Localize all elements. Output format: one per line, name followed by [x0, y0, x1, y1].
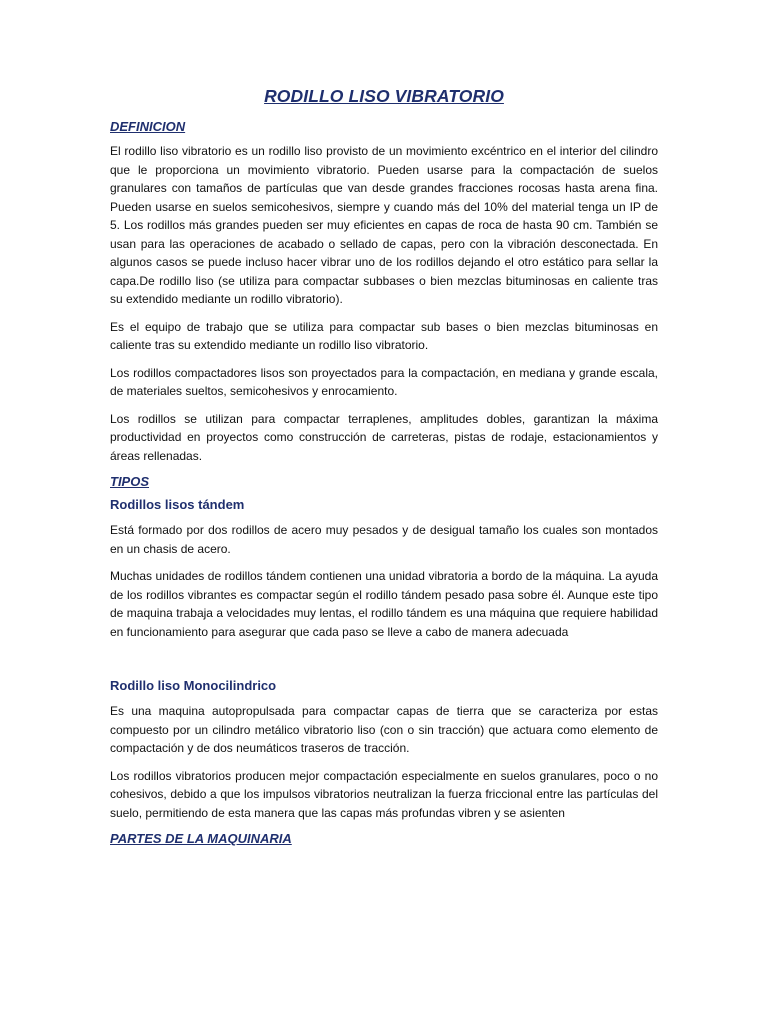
definicion-paragraph-3: Los rodillos compactadores lisos son proyectados para la compactación, en mediana y grande escala, de materiales sueltos, semicohesivos y enrocamiento. — [110, 365, 658, 398]
definicion-paragraph-1: El rodillo liso vibratorio es un rodillo liso provisto de un movimiento excéntrico en el interior del cilindro que le proporciona un movimiento vibratorio. Pueden usarse para la compactación de suelos granulares con tamaños de partículas que van desde grandes fracciones rocosas hasta arena fina. Pueden usarse en suelos semicohesivos, siempre y cuando más del 10% del material tenga un IP de 5. Los rodillos más grandes pueden ser muy eficientes en capas de roca de hasta 90 cm. También se usan para las operaciones de acabado o sellado de capas, pero con la vibración desconectada. En algunos casos se puede incluso hacer vibrar uno de los rodillos dejando el otro estático para sellar la capa.De rodillo liso (se utiliza para compactar subbases o bien mezclas bituminosas en caliente tras su extendido mediante un rodillo vibratorio). — [110, 144, 658, 306]
subheading-rodillos-tandem: Rodillos lisos tándem — [110, 497, 245, 512]
monocilindrico-paragraph-2: Los rodillos vibratorios producen mejor compactación especialmente en suelos granulares, poco o no cohesivos, debido a que los impulsos vibratorios neutralizan la fuerza friccional entre las partículas del suelo, permitiendo de esta manera que las capas más profundas vibren y se asienten — [110, 768, 658, 820]
section-heading-definicion: DEFINICION — [110, 119, 186, 134]
definicion-paragraph-2: Es el equipo de trabajo que se utiliza para compactar sub bases o bien mezclas bituminosas en caliente tras su extendido mediante un rodillo liso vibratorio. — [110, 319, 658, 352]
subheading-rodillo-monocilindrico: Rodillo liso Monocilindrico — [110, 678, 277, 693]
tandem-paragraph-2: Muchas unidades de rodillos tándem contienen una unidad vibratoria a bordo de la máquina. La ayuda de los rodillos vibrantes es compactar según el rodillo tándem pesado pasa sobre él. Aunque este tipo de maquina trabaja a velocidades muy lentas, el rodillo tándem es una máquina que requiere habilidad en funcionamiento para asegurar que cada paso se lleve a cabo de manera adecuada — [110, 569, 658, 639]
document-page — [110, 86, 658, 854]
section-heading-partes: PARTES DE LA MAQUINARIA — [110, 831, 292, 846]
definicion-paragraph-4: Los rodillos se utilizan para compactar terraplenes, amplitudes dobles, garantizan la máxima productividad en proyectos como construcción de carreteras, pistas de rodaje, estacionamientos y áreas rellenadas. — [110, 411, 658, 463]
monocilindrico-paragraph-1: Es una maquina autopropulsada para compactar capas de tierra que se caracteriza por estas compuesto por un cilindro metálico vibratorio liso (con o sin tracción) que actuara como elemento de compactación y de dos neumáticos traseros de tracción. — [110, 704, 658, 755]
section-heading-tipos: TIPOS — [110, 474, 150, 489]
tandem-paragraph-1: Está formado por dos rodillos de acero muy pesados y de desigual tamaño los cuales son montados en un chasis de acero. — [110, 523, 658, 556]
section-spacer — [110, 650, 658, 678]
document-title: RODILLO LISO VIBRATORIO — [264, 86, 504, 106]
